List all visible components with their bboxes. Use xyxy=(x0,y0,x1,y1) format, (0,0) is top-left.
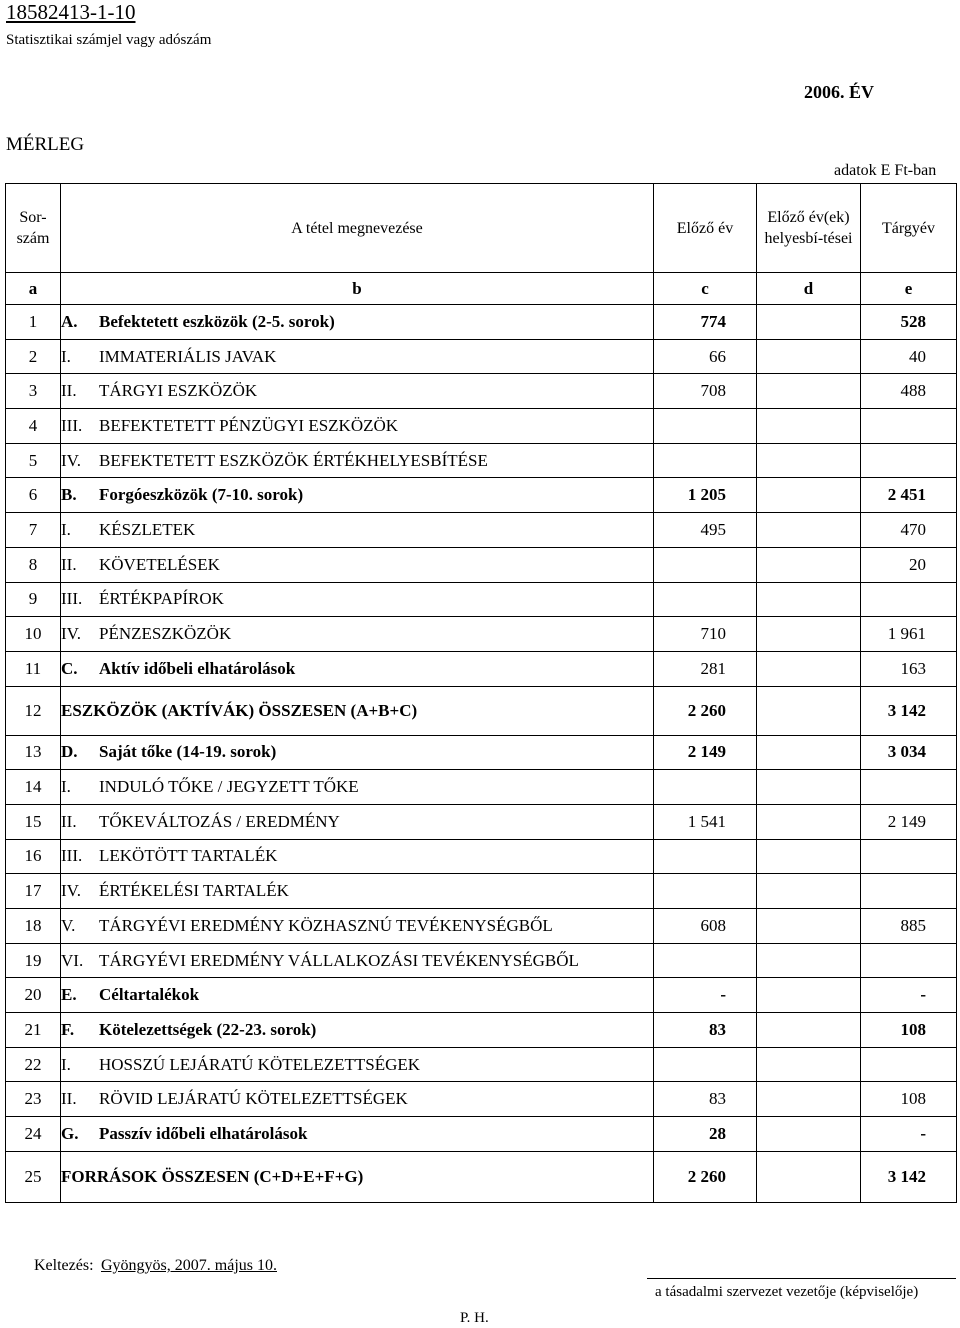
item-name xyxy=(61,547,654,582)
table-row xyxy=(6,617,957,652)
item-name xyxy=(61,443,654,478)
item-name xyxy=(61,804,654,839)
item-label: INDULÓ TŐKE / JEGYZETT TŐKE xyxy=(99,777,359,797)
previous-year-value: 281 xyxy=(654,651,757,686)
current-year-value: - xyxy=(861,1117,957,1152)
current-year-value: 1 961 xyxy=(861,617,957,652)
column-letter: b xyxy=(61,273,654,305)
correction-value xyxy=(757,943,861,978)
tax-id: 18582413-1-10 xyxy=(6,0,136,24)
section-marker: III. xyxy=(61,846,83,866)
previous-year-value xyxy=(654,839,757,874)
table-row xyxy=(6,770,957,805)
table-row xyxy=(6,686,957,735)
item-label: Passzív időbeli elhatárolások xyxy=(99,1123,308,1143)
row-number: 20 xyxy=(6,978,61,1013)
correction-value xyxy=(757,547,861,582)
section-marker: B. xyxy=(61,485,77,505)
previous-year-value xyxy=(654,547,757,582)
current-year-value xyxy=(861,409,957,444)
previous-year-value: - xyxy=(654,978,757,1013)
row-number: 8 xyxy=(6,547,61,582)
item-label: IMMATERIÁLIS JAVAK xyxy=(99,346,277,366)
item-label: FORRÁSOK ÖSSZESEN (C+D+E+F+G) xyxy=(61,1166,364,1186)
current-year-value: 3 034 xyxy=(861,735,957,770)
table-row xyxy=(6,874,957,909)
current-year-value xyxy=(861,1047,957,1082)
row-number: 16 xyxy=(6,839,61,874)
table-row xyxy=(6,513,957,548)
table-row xyxy=(6,1082,957,1117)
section-marker: IV. xyxy=(61,881,81,901)
table-row xyxy=(6,1117,957,1152)
item-name xyxy=(61,409,654,444)
table-row xyxy=(6,1151,957,1202)
row-number: 11 xyxy=(6,651,61,686)
section-marker: IV. xyxy=(61,624,81,644)
table-header-row xyxy=(6,184,957,273)
correction-value xyxy=(757,874,861,909)
correction-value xyxy=(757,651,861,686)
item-label: TŐKEVÁLTOZÁS / EREDMÉNY xyxy=(99,811,340,831)
current-year-value xyxy=(861,874,957,909)
correction-value xyxy=(757,1117,861,1152)
section-marker: D. xyxy=(61,742,78,762)
row-number: 15 xyxy=(6,804,61,839)
correction-value xyxy=(757,978,861,1013)
row-number: 22 xyxy=(6,1047,61,1082)
previous-year-value: 608 xyxy=(654,909,757,944)
section-marker: II. xyxy=(61,811,77,831)
item-label: Befektetett eszközök (2-5. sorok) xyxy=(99,311,335,331)
header-previous-year: Előző év xyxy=(654,184,757,273)
stamp-place: P. H. xyxy=(460,1310,489,1326)
section-marker: F. xyxy=(61,1019,75,1039)
item-name xyxy=(61,374,654,409)
correction-value xyxy=(757,839,861,874)
current-year-value xyxy=(861,770,957,805)
signature-line xyxy=(647,1278,956,1279)
previous-year-value xyxy=(654,874,757,909)
previous-year-value: 495 xyxy=(654,513,757,548)
item-name xyxy=(61,513,654,548)
previous-year-value xyxy=(654,1047,757,1082)
correction-value xyxy=(757,686,861,735)
section-marker: I. xyxy=(61,519,71,539)
item-label: TÁRGYÉVI EREDMÉNY KÖZHASZNÚ TEVÉKENYSÉGBŐL xyxy=(99,915,553,935)
item-name xyxy=(61,1117,654,1152)
previous-year-value: 2 260 xyxy=(654,1151,757,1202)
item-label: Saját tőke (14-19. sorok) xyxy=(99,742,277,762)
item-name xyxy=(61,686,654,735)
date-label: Keltezés: xyxy=(34,1257,94,1274)
item-label: Forgóeszközök (7-10. sorok) xyxy=(99,485,304,505)
current-year-value: 20 xyxy=(861,547,957,582)
table-row xyxy=(6,478,957,513)
current-year-value xyxy=(861,582,957,617)
item-label: KÖVETELÉSEK xyxy=(99,554,220,574)
item-name xyxy=(61,339,654,374)
section-marker: III. xyxy=(61,589,83,609)
row-number: 6 xyxy=(6,478,61,513)
row-number: 1 xyxy=(6,305,61,340)
item-label: Aktív időbeli elhatárolások xyxy=(99,658,296,678)
section-marker: E. xyxy=(61,985,77,1005)
item-label: ESZKÖZÖK (AKTÍVÁK) ÖSSZESEN (A+B+C) xyxy=(61,700,418,720)
correction-value xyxy=(757,513,861,548)
previous-year-value xyxy=(654,409,757,444)
current-year-value xyxy=(861,943,957,978)
previous-year-value: 83 xyxy=(654,1082,757,1117)
section-marker: II. xyxy=(61,1089,77,1109)
previous-year-value: 774 xyxy=(654,305,757,340)
item-name xyxy=(61,839,654,874)
correction-value xyxy=(757,735,861,770)
section-marker: V. xyxy=(61,915,76,935)
item-label: RÖVID LEJÁRATÚ KÖTELEZETTSÉGEK xyxy=(99,1089,408,1109)
item-label: ÉRTÉKPAPÍROK xyxy=(99,589,224,609)
previous-year-value xyxy=(654,443,757,478)
row-number: 7 xyxy=(6,513,61,548)
section-marker: I. xyxy=(61,1054,71,1074)
current-year-value: 2 149 xyxy=(861,804,957,839)
correction-value xyxy=(757,1151,861,1202)
previous-year-value: 2 149 xyxy=(654,735,757,770)
item-name xyxy=(61,978,654,1013)
table-row xyxy=(6,943,957,978)
item-name xyxy=(61,909,654,944)
row-number: 14 xyxy=(6,770,61,805)
row-number: 9 xyxy=(6,582,61,617)
item-label: Kötelezettségek (22-23. sorok) xyxy=(99,1019,317,1039)
item-name xyxy=(61,651,654,686)
item-name xyxy=(61,305,654,340)
previous-year-value: 1 541 xyxy=(654,804,757,839)
table-row xyxy=(6,651,957,686)
previous-year-value: 1 205 xyxy=(654,478,757,513)
correction-value xyxy=(757,909,861,944)
current-year-value: 488 xyxy=(861,374,957,409)
signature-caption: a tásadalmi szervezet vezetője (képviselője) xyxy=(655,1284,919,1300)
previous-year-value: 710 xyxy=(654,617,757,652)
section-marker: A. xyxy=(61,311,78,331)
correction-value xyxy=(757,770,861,805)
column-letters-row xyxy=(6,273,957,305)
item-label: BEFEKTETETT PÉNZÜGYI ESZKÖZÖK xyxy=(99,415,399,435)
previous-year-value: 66 xyxy=(654,339,757,374)
item-label: HOSSZÚ LEJÁRATÚ KÖTELEZETTSÉGEK xyxy=(99,1054,421,1074)
table-row xyxy=(6,909,957,944)
previous-year-value xyxy=(654,582,757,617)
table-row xyxy=(6,409,957,444)
row-number: 19 xyxy=(6,943,61,978)
item-name xyxy=(61,617,654,652)
current-year-value: 3 142 xyxy=(861,686,957,735)
section-marker: VI. xyxy=(61,950,84,970)
section-marker: II. xyxy=(61,554,77,574)
item-name xyxy=(61,770,654,805)
correction-value xyxy=(757,374,861,409)
row-number: 25 xyxy=(6,1151,61,1202)
previous-year-value: 2 260 xyxy=(654,686,757,735)
current-year-value: 108 xyxy=(861,1082,957,1117)
row-number: 24 xyxy=(6,1117,61,1152)
previous-year-value: 28 xyxy=(654,1117,757,1152)
table-row xyxy=(6,839,957,874)
tax-id-caption: Statisztikai számjel vagy adószám xyxy=(6,32,212,48)
table-row xyxy=(6,374,957,409)
current-year-value: 3 142 xyxy=(861,1151,957,1202)
row-number: 13 xyxy=(6,735,61,770)
section-marker: II. xyxy=(61,381,77,401)
current-year-value: 40 xyxy=(861,339,957,374)
item-name xyxy=(61,1151,654,1202)
correction-value xyxy=(757,443,861,478)
column-letter: d xyxy=(757,273,861,305)
table-row xyxy=(6,443,957,478)
current-year-value: 470 xyxy=(861,513,957,548)
row-number: 17 xyxy=(6,874,61,909)
current-year-value: 163 xyxy=(861,651,957,686)
row-number: 2 xyxy=(6,339,61,374)
document-title: MÉRLEG xyxy=(6,134,85,155)
item-label: BEFEKTETETT ESZKÖZÖK ÉRTÉKHELYESBÍTÉSE xyxy=(99,450,488,470)
section-marker: I. xyxy=(61,346,71,366)
correction-value xyxy=(757,804,861,839)
row-number: 4 xyxy=(6,409,61,444)
date-value: Gyöngyös, 2007. május 10. xyxy=(101,1257,277,1274)
item-name xyxy=(61,1082,654,1117)
table-row xyxy=(6,305,957,340)
correction-value xyxy=(757,409,861,444)
table-row xyxy=(6,582,957,617)
header-item-name: A tétel megnevezése xyxy=(61,184,654,273)
item-name xyxy=(61,1047,654,1082)
row-number: 23 xyxy=(6,1082,61,1117)
table-row xyxy=(6,978,957,1013)
item-label: TÁRGYI ESZKÖZÖK xyxy=(99,381,258,401)
current-year-value xyxy=(861,443,957,478)
table-row xyxy=(6,339,957,374)
current-year-value: 885 xyxy=(861,909,957,944)
previous-year-value xyxy=(654,770,757,805)
item-label: PÉNZESZKÖZÖK xyxy=(99,624,232,644)
row-number: 12 xyxy=(6,686,61,735)
item-label: LEKÖTÖTT TARTALÉK xyxy=(99,846,278,866)
balance-sheet-table xyxy=(5,183,957,1203)
row-number: 5 xyxy=(6,443,61,478)
item-label: Céltartalékok xyxy=(99,985,200,1005)
column-letter: e xyxy=(861,273,957,305)
section-marker: G. xyxy=(61,1123,79,1143)
correction-value xyxy=(757,617,861,652)
previous-year-value: 708 xyxy=(654,374,757,409)
row-number: 3 xyxy=(6,374,61,409)
table-row xyxy=(6,1047,957,1082)
item-name xyxy=(61,582,654,617)
item-name xyxy=(61,735,654,770)
item-name xyxy=(61,943,654,978)
units-note: adatok E Ft-ban xyxy=(834,162,937,179)
correction-value xyxy=(757,478,861,513)
table-row xyxy=(6,547,957,582)
item-label: ÉRTÉKELÉSI TARTALÉK xyxy=(99,881,289,901)
column-letter: c xyxy=(654,273,757,305)
correction-value xyxy=(757,1047,861,1082)
column-letter: a xyxy=(6,273,61,305)
row-number: 10 xyxy=(6,617,61,652)
section-marker: C. xyxy=(61,658,78,678)
correction-value xyxy=(757,339,861,374)
current-year-value xyxy=(861,839,957,874)
correction-value xyxy=(757,1082,861,1117)
correction-value xyxy=(757,1013,861,1048)
previous-year-value xyxy=(654,943,757,978)
header-row-number: Sor- szám xyxy=(6,184,61,273)
current-year-value: - xyxy=(861,978,957,1013)
current-year-value: 2 451 xyxy=(861,478,957,513)
section-marker: III. xyxy=(61,415,83,435)
row-number: 18 xyxy=(6,909,61,944)
current-year-value: 108 xyxy=(861,1013,957,1048)
table-row xyxy=(6,1013,957,1048)
previous-year-value: 83 xyxy=(654,1013,757,1048)
current-year-value: 528 xyxy=(861,305,957,340)
table-row xyxy=(6,735,957,770)
item-name xyxy=(61,1013,654,1048)
row-number: 21 xyxy=(6,1013,61,1048)
header-current-year: Tárgyév xyxy=(861,184,957,273)
section-marker: I. xyxy=(61,777,71,797)
header-corrections: Előző év(ek) helyesbí-tései xyxy=(757,184,861,273)
table-row xyxy=(6,804,957,839)
item-label: TÁRGYÉVI EREDMÉNY VÁLLALKOZÁSI TEVÉKENYSÉGBŐL xyxy=(99,950,579,970)
report-year: 2006. ÉV xyxy=(804,82,875,102)
correction-value xyxy=(757,305,861,340)
correction-value xyxy=(757,582,861,617)
item-name xyxy=(61,478,654,513)
item-label: KÉSZLETEK xyxy=(99,519,196,539)
item-name xyxy=(61,874,654,909)
section-marker: IV. xyxy=(61,450,81,470)
